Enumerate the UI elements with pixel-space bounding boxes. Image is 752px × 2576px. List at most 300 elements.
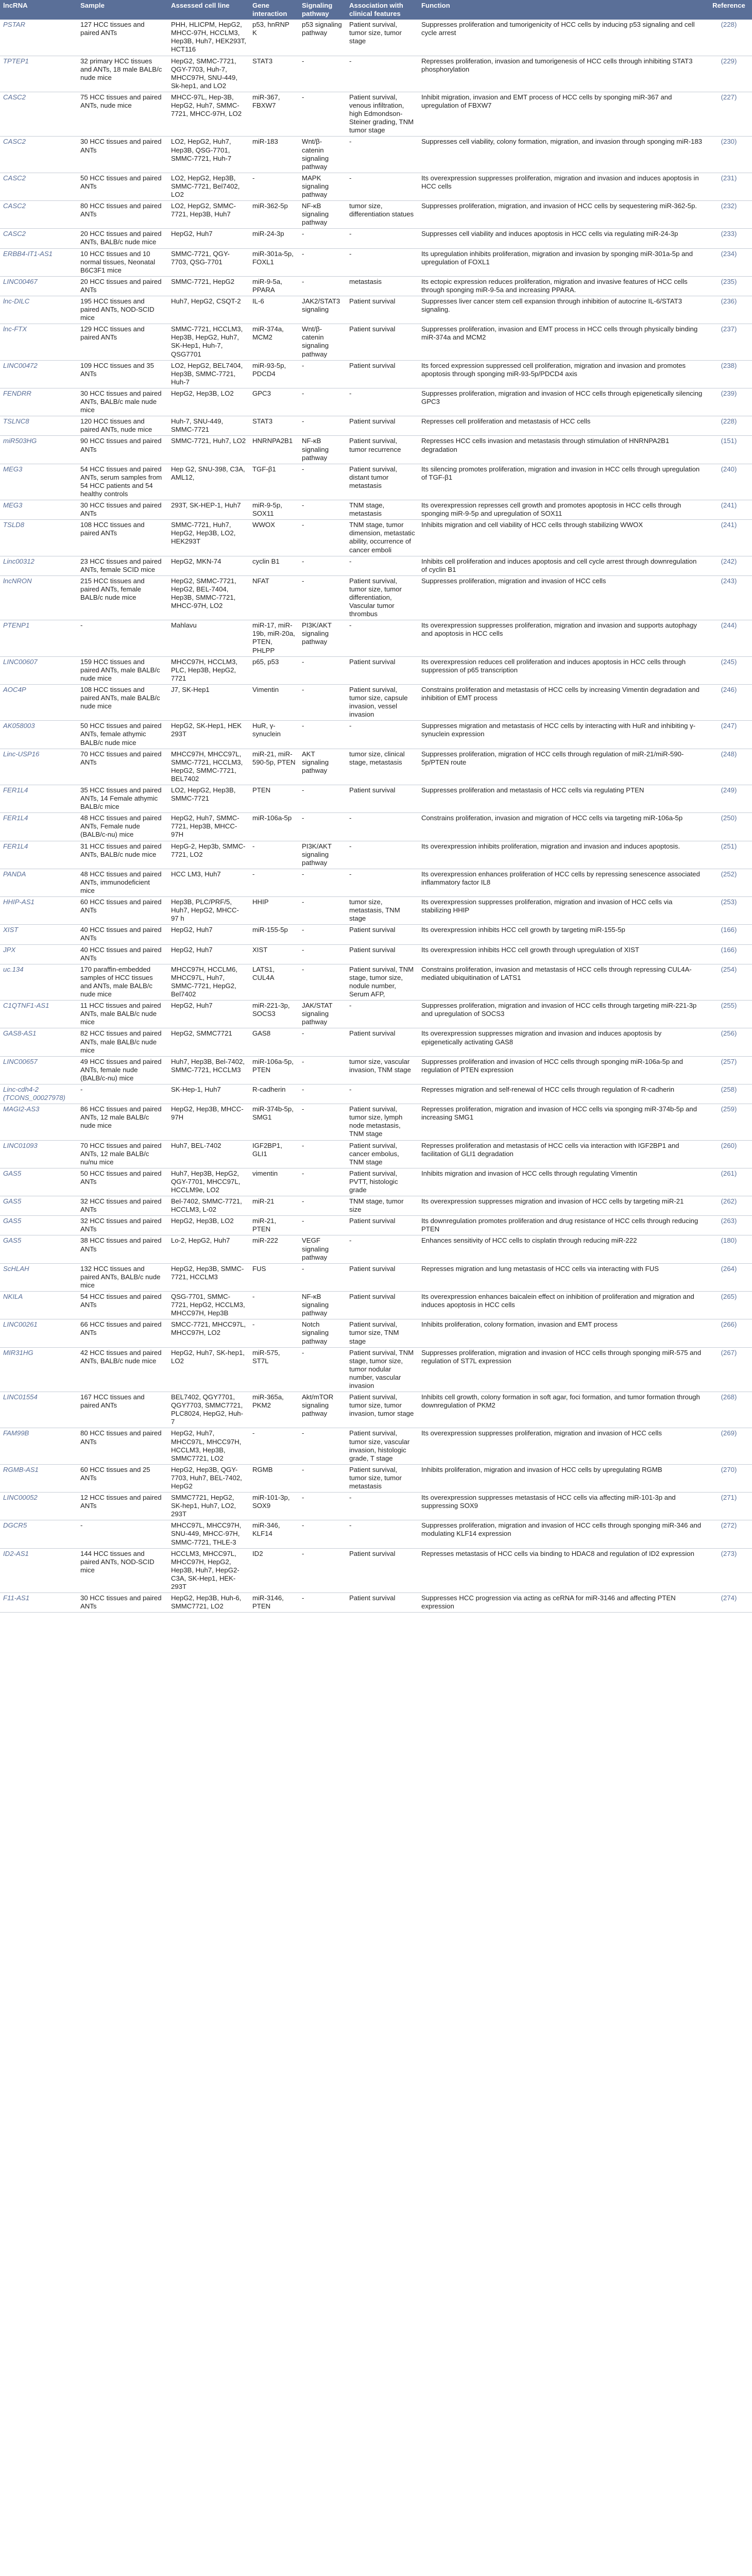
cell-signaling-pathway: - — [299, 656, 346, 684]
cell-gene-interaction: - — [249, 841, 299, 869]
cell-gene-interaction: GPC3 — [249, 388, 299, 416]
cell-sample: 70 HCC tissues and paired ANTs, 12 male BALB/c nu/nu mice — [77, 1140, 168, 1168]
cell-reference[interactable]: (264) — [706, 1263, 752, 1291]
cell-reference[interactable]: (235) — [706, 276, 752, 296]
cell-lncrna: FER1L4 — [0, 785, 77, 812]
cell-clinical-features: Patient survival — [346, 360, 418, 388]
header-lncrna: lncRNA — [0, 0, 77, 20]
header-reference: Reference — [706, 0, 752, 20]
cell-clinical-features: - — [346, 1235, 418, 1263]
cell-clinical-features: - — [346, 1520, 418, 1548]
cell-reference[interactable]: (246) — [706, 684, 752, 720]
cell-function: Its overexpression inhibits HCC cell growth by targeting miR-155-5p — [418, 925, 706, 944]
cell-signaling-pathway: - — [299, 1464, 346, 1492]
cell-cell-line: HepG-2, Hep3b, SMMC-7721, LO2 — [168, 841, 249, 869]
cell-reference[interactable]: (227) — [706, 92, 752, 136]
table-row — [0, 1104, 752, 1140]
cell-clinical-features: - — [346, 869, 418, 896]
cell-function: Suppresses proliferation, migration and invasion of HCC cells through sponging miR-346 and modulating KLF14 expression — [418, 1520, 706, 1548]
cell-sample: 12 HCC tissues and paired ANTs — [77, 1493, 168, 1520]
cell-function: Its silencing promotes proliferation, migration and invasion in HCC cells through upregulation of TGF-β1 — [418, 464, 706, 500]
table-row — [0, 137, 752, 173]
table-row — [0, 556, 752, 575]
cell-function: Represses proliferation, invasion and tumorigenesis of HCC cells through inhibiting STAT3 phosphorylation — [418, 56, 706, 92]
cell-lncrna: GAS5 — [0, 1168, 77, 1196]
cell-signaling-pathway: JAK2/STAT3 signaling — [299, 296, 346, 324]
cell-function: Its overexpression suppresses metastasis of HCC cells via affecting miR-101-3p and suppressing SOX9 — [418, 1493, 706, 1520]
cell-gene-interaction: ID2 — [249, 1548, 299, 1592]
table-row — [0, 869, 752, 896]
cell-cell-line: LO2, HepG2, BEL7404, Hep3B, SMMC-7721, Huh-7 — [168, 360, 249, 388]
cell-function: Inhibits cell growth, colony formation in soft agar, foci formation, and tumor formation through downregulation of PKM2 — [418, 1392, 706, 1428]
cell-clinical-features: Patient survival — [346, 1216, 418, 1235]
cell-sample: 82 HCC tissues and paired ANTs, male BALB/c nude mice — [77, 1028, 168, 1056]
cell-lncrna: LINC00261 — [0, 1319, 77, 1347]
cell-clinical-features: TNM stage, tumor dimension, metastatic ability, occurrence of cancer emboli — [346, 520, 418, 556]
cell-clinical-features: Patient survival — [346, 1263, 418, 1291]
cell-reference[interactable]: (258) — [706, 1084, 752, 1104]
cell-function: Suppresses proliferation, migration and invasion of HCC cells through epigenetically silencing GPC3 — [418, 388, 706, 416]
cell-signaling-pathway: - — [299, 964, 346, 1000]
cell-gene-interaction: - — [249, 1319, 299, 1347]
cell-signaling-pathway: - — [299, 1168, 346, 1196]
cell-function: Represses proliferation and metastasis of HCC cells via interaction with IGF2BP1 and facilitation of GLI1 degradation — [418, 1140, 706, 1168]
cell-gene-interaction: - — [249, 1292, 299, 1319]
cell-reference[interactable]: (272) — [706, 1520, 752, 1548]
cell-lncrna: GAS5 — [0, 1216, 77, 1235]
table-row — [0, 1028, 752, 1056]
cell-lncrna: LINC00607 — [0, 656, 77, 684]
table-row — [0, 276, 752, 296]
cell-signaling-pathway: - — [299, 1028, 346, 1056]
cell-cell-line: MHCC97H, MHCC97L, SMMC-7721, HCCLM3, HepG2, SMMC-7721, BEL7402 — [168, 749, 249, 785]
cell-function: Suppresses cell viability, colony formation, migration, and invasion through sponging miR-183 — [418, 137, 706, 173]
cell-clinical-features: - — [346, 556, 418, 575]
cell-function: Its overexpression suppresses proliferation, migration and invasion of HCC cells — [418, 1428, 706, 1464]
cell-signaling-pathway: - — [299, 416, 346, 436]
cell-signaling-pathway: - — [299, 388, 346, 416]
cell-sample: 120 HCC tissues and paired ANTs, nude mice — [77, 416, 168, 436]
cell-function: Its forced expression suppressed cell proliferation, migration and invasion and promotes apoptosis through sponging miR-93-5p/PDCD4 axis — [418, 360, 706, 388]
cell-function: Suppresses proliferation and metastasis of HCC cells via regulating PTEN — [418, 785, 706, 812]
cell-reference[interactable]: (274) — [706, 1593, 752, 1613]
cell-cell-line: HepG2, MKN-74 — [168, 556, 249, 575]
cell-lncrna: CASC2 — [0, 137, 77, 173]
cell-sample: 32 HCC tissues and paired ANTs — [77, 1196, 168, 1216]
cell-gene-interaction: HNRNPA2B1 — [249, 436, 299, 464]
cell-function: Inhibits migration and invasion of HCC cells through regulating Vimentin — [418, 1168, 706, 1196]
table-row — [0, 416, 752, 436]
cell-reference[interactable]: (256) — [706, 1028, 752, 1056]
cell-gene-interaction: miR-183 — [249, 137, 299, 173]
cell-reference[interactable]: (270) — [706, 1464, 752, 1492]
cell-signaling-pathway: - — [299, 56, 346, 92]
cell-clinical-features: Patient survival — [346, 1292, 418, 1319]
cell-sample: 129 HCC tissues and paired ANTs — [77, 324, 168, 360]
cell-clinical-features: Patient survival, TNM stage, tumor size, tumor nodular number, vascular invasion — [346, 1347, 418, 1392]
cell-cell-line: QSG-7701, SMMC-7721, HepG2, HCCLM3, MHCC97H, Hep3B — [168, 1292, 249, 1319]
cell-cell-line: MHCC97L, MHCC97H, SNU-449, MHCC-97H, SMMC-7721, THLE-3 — [168, 1520, 249, 1548]
cell-sample: 215 HCC tissues and paired ANTs, female BALB/c nude mice — [77, 575, 168, 620]
cell-reference[interactable]: (259) — [706, 1104, 752, 1140]
cell-gene-interaction: miR-222 — [249, 1235, 299, 1263]
cell-sample: - — [77, 1084, 168, 1104]
cell-reference[interactable]: (240) — [706, 464, 752, 500]
cell-function: Suppresses proliferation and tumorigenicity of HCC cells by inducing p53 signaling and cell cycle arrest — [418, 20, 706, 56]
cell-reference[interactable]: (273) — [706, 1548, 752, 1592]
cell-reference[interactable]: (262) — [706, 1196, 752, 1216]
cell-reference[interactable]: (250) — [706, 813, 752, 841]
cell-gene-interaction: miR-21, PTEN — [249, 1216, 299, 1235]
cell-gene-interaction: p53, hnRNP K — [249, 20, 299, 56]
cell-cell-line: HepG2, SMMC7721 — [168, 1028, 249, 1056]
cell-reference[interactable]: (243) — [706, 575, 752, 620]
cell-sample: 54 HCC tissues and paired ANTs — [77, 1292, 168, 1319]
cell-reference[interactable]: (248) — [706, 749, 752, 785]
cell-reference[interactable]: (239) — [706, 388, 752, 416]
cell-function: Inhibits migration and cell viability of HCC cells through stabilizing WWOX — [418, 520, 706, 556]
cell-lncrna: F11-AS1 — [0, 1593, 77, 1613]
cell-clinical-features: Patient survival, cancer embolus, TNM stage — [346, 1140, 418, 1168]
cell-lncrna: AK058003 — [0, 721, 77, 749]
cell-signaling-pathway: - — [299, 869, 346, 896]
table-row — [0, 1001, 752, 1028]
cell-sample: 86 HCC tissues and paired ANTs, 12 male BALB/c nude mice — [77, 1104, 168, 1140]
cell-cell-line: SMMC-7721, Huh7, LO2 — [168, 436, 249, 464]
cell-sample: 10 HCC tissues and 10 normal tissues, Neonatal B6C3F1 mice — [77, 248, 168, 276]
cell-cell-line: Huh7, BEL-7402 — [168, 1140, 249, 1168]
cell-gene-interaction: miR-21, miR-590-5p, PTEN — [249, 749, 299, 785]
table-row — [0, 56, 752, 92]
cell-cell-line: LO2, HepG2, Hep3B, SMMC-7721, Bel7402, LO2 — [168, 173, 249, 200]
header-row — [0, 0, 752, 20]
cell-clinical-features: Patient survival — [346, 656, 418, 684]
cell-cell-line: Lo-2, HepG2, Huh7 — [168, 1235, 249, 1263]
cell-cell-line: HepG2, Huh7 — [168, 229, 249, 248]
header-sample: Sample — [77, 0, 168, 20]
table-row — [0, 1392, 752, 1428]
cell-cell-line: SMMC-7721, HepG2 — [168, 276, 249, 296]
cell-reference[interactable]: (253) — [706, 897, 752, 925]
cell-lncrna: miR503HG — [0, 436, 77, 464]
cell-signaling-pathway: Akt/mTOR signaling pathway — [299, 1392, 346, 1428]
cell-function: Its overexpression suppresses migration and invasion of HCC cells by targeting miR-21 — [418, 1196, 706, 1216]
cell-reference[interactable]: (255) — [706, 1001, 752, 1028]
cell-clinical-features: - — [346, 620, 418, 656]
cell-signaling-pathway: - — [299, 1593, 346, 1613]
cell-sample: 20 HCC tissues and paired ANTs — [77, 276, 168, 296]
cell-reference[interactable]: (237) — [706, 324, 752, 360]
cell-sample: 50 HCC tissues and paired ANTs — [77, 173, 168, 200]
cell-reference[interactable]: (260) — [706, 1140, 752, 1168]
cell-cell-line: HepG2, Hep3B, LO2 — [168, 388, 249, 416]
table-row — [0, 296, 752, 324]
cell-gene-interaction: Vimentin — [249, 684, 299, 720]
table-row — [0, 575, 752, 620]
cell-function: Suppresses HCC progression via acting as ceRNA for miR-3146 and affecting PTEN expression — [418, 1593, 706, 1613]
cell-function: Constrains proliferation and metastasis of HCC cells by increasing Vimentin degradation and inhibition of EMT process — [418, 684, 706, 720]
table-row — [0, 464, 752, 500]
table-row — [0, 248, 752, 276]
cell-function: Enhances sensitivity of HCC cells to cisplatin through reducing miR-222 — [418, 1235, 706, 1263]
cell-function: Represses metastasis of HCC cells via binding to HDAC8 and regulation of ID2 expression — [418, 1548, 706, 1592]
cell-lncrna: Linc00312 — [0, 556, 77, 575]
cell-lncrna: CASC2 — [0, 229, 77, 248]
cell-reference[interactable]: (242) — [706, 556, 752, 575]
cell-reference[interactable]: (231) — [706, 173, 752, 200]
cell-reference[interactable]: (269) — [706, 1428, 752, 1464]
cell-cell-line: HepG2, Hep3B, MHCC-97H — [168, 1104, 249, 1140]
cell-clinical-features: Patient survival, tumor size, vascular invasion, histologic grade, T stage — [346, 1428, 418, 1464]
cell-reference[interactable]: (244) — [706, 620, 752, 656]
cell-sample: 70 HCC tissues and paired ANTs — [77, 749, 168, 785]
table-row — [0, 201, 752, 229]
cell-lncrna: MEG3 — [0, 500, 77, 520]
header-function: Function — [418, 0, 706, 20]
cell-clinical-features: Patient survival — [346, 785, 418, 812]
cell-cell-line: Huh7, Hep3B, HepG2, QGY-7701, MHCC97L, HCCLM9e, LO2 — [168, 1168, 249, 1196]
cell-gene-interaction: miR-21 — [249, 1196, 299, 1216]
cell-sample: 108 HCC tissues and paired ANTs, male BALB/c nude mice — [77, 684, 168, 720]
cell-reference[interactable]: (229) — [706, 56, 752, 92]
cell-gene-interaction: miR-3146, PTEN — [249, 1593, 299, 1613]
cell-clinical-features: Patient survival — [346, 1593, 418, 1613]
cell-function: Inhibits cell proliferation and induces apoptosis and cell cycle arrest through downregulation of cyclin B1 — [418, 556, 706, 575]
cell-gene-interaction: miR-374b-5p, SMG1 — [249, 1104, 299, 1140]
cell-reference[interactable]: (261) — [706, 1168, 752, 1196]
cell-gene-interaction: NFAT — [249, 575, 299, 620]
cell-gene-interaction: miR-221-3p, SOCS3 — [249, 1001, 299, 1028]
table-row — [0, 388, 752, 416]
cell-lncrna: PSTAR — [0, 20, 77, 56]
cell-lncrna: GAS5 — [0, 1235, 77, 1263]
cell-signaling-pathway: JAK/STAT signaling pathway — [299, 1001, 346, 1028]
table-row — [0, 1347, 752, 1392]
cell-cell-line: HepG2, Huh7, SK-hep1, LO2 — [168, 1347, 249, 1392]
cell-lncrna: FENDRR — [0, 388, 77, 416]
cell-signaling-pathway: - — [299, 813, 346, 841]
cell-sample: 49 HCC tissues and paired ANTs, female nude (BALB/c-nu) mice — [77, 1056, 168, 1084]
cell-signaling-pathway: - — [299, 897, 346, 925]
cell-lncrna: LINC01093 — [0, 1140, 77, 1168]
cell-cell-line: LO2, HepG2, Huh7, Hep3B, QSG-7701, SMMC-7721, Huh-7 — [168, 137, 249, 173]
cell-clinical-features: Patient survival — [346, 944, 418, 964]
cell-signaling-pathway: - — [299, 1263, 346, 1291]
cell-gene-interaction: STAT3 — [249, 56, 299, 92]
cell-gene-interaction: p65, p53 — [249, 656, 299, 684]
cell-signaling-pathway: - — [299, 1347, 346, 1392]
cell-clinical-features: tumor size, vascular invasion, TNM stage — [346, 1056, 418, 1084]
table-row — [0, 1140, 752, 1168]
cell-function: Its overexpression reduces cell proliferation and induces apoptosis in HCC cells through suppression of p65 transcription — [418, 656, 706, 684]
cell-cell-line: HepG2, SMMC-7721, HepG2, BEL-7404, Hep3B, SMMC-7721, MHCC-97H, LO2 — [168, 575, 249, 620]
cell-reference[interactable]: (245) — [706, 656, 752, 684]
cell-gene-interaction: miR-106a-5p — [249, 813, 299, 841]
cell-reference[interactable]: (249) — [706, 785, 752, 812]
cell-signaling-pathway: AKT signaling pathway — [299, 749, 346, 785]
cell-signaling-pathway: NF-κB signaling pathway — [299, 201, 346, 229]
cell-gene-interaction: GAS8 — [249, 1028, 299, 1056]
cell-signaling-pathway: - — [299, 360, 346, 388]
table-row — [0, 620, 752, 656]
cell-reference[interactable]: (151) — [706, 436, 752, 464]
cell-cell-line: HepG2, Huh7 — [168, 1001, 249, 1028]
cell-signaling-pathway: - — [299, 520, 346, 556]
cell-reference[interactable]: (228) — [706, 416, 752, 436]
cell-gene-interaction: cyclin B1 — [249, 556, 299, 575]
cell-lncrna: NKILA — [0, 1292, 77, 1319]
cell-gene-interaction: - — [249, 173, 299, 200]
cell-reference[interactable]: (254) — [706, 964, 752, 1000]
cell-sample: - — [77, 1520, 168, 1548]
cell-reference[interactable]: (251) — [706, 841, 752, 869]
cell-function: Represses proliferation, migration and invasion of HCC cells via sponging miR-374b-5p and increasing SMG1 — [418, 1104, 706, 1140]
cell-gene-interaction: miR-93-5p, PDCD4 — [249, 360, 299, 388]
cell-reference[interactable]: (266) — [706, 1319, 752, 1347]
cell-function: Suppresses cell viability and induces apoptosis in HCC cells via regulating miR-24-3p — [418, 229, 706, 248]
cell-reference[interactable]: (268) — [706, 1392, 752, 1428]
cell-gene-interaction: STAT3 — [249, 416, 299, 436]
table-body — [0, 20, 752, 1613]
cell-cell-line: HepG2, Hep3B, QGY-7703, Huh7, BEL-7402, HepG2 — [168, 1464, 249, 1492]
cell-cell-line: HepG2, Huh7 — [168, 944, 249, 964]
cell-lncrna: JPX — [0, 944, 77, 964]
cell-reference[interactable]: (247) — [706, 721, 752, 749]
cell-gene-interaction: - — [249, 869, 299, 896]
cell-gene-interaction: IL-6 — [249, 296, 299, 324]
cell-gene-interaction: miR-24-3p — [249, 229, 299, 248]
table-row — [0, 721, 752, 749]
cell-reference[interactable]: (228) — [706, 20, 752, 56]
cell-reference[interactable]: (257) — [706, 1056, 752, 1084]
cell-gene-interaction: TGF-β1 — [249, 464, 299, 500]
cell-signaling-pathway: - — [299, 575, 346, 620]
cell-sample: 50 HCC tissues and paired ANTs — [77, 1168, 168, 1196]
cell-signaling-pathway: MAPK signaling pathway — [299, 173, 346, 200]
cell-signaling-pathway: - — [299, 684, 346, 720]
cell-sample: 42 HCC tissues and paired ANTs, BALB/c nude mice — [77, 1347, 168, 1392]
table-row — [0, 656, 752, 684]
cell-lncrna: MAGI2-AS3 — [0, 1104, 77, 1140]
cell-reference[interactable]: (234) — [706, 248, 752, 276]
cell-reference[interactable]: (241) — [706, 520, 752, 556]
cell-cell-line: HCC LM3, Huh7 — [168, 869, 249, 896]
cell-gene-interaction: R-cadherin — [249, 1084, 299, 1104]
cell-gene-interaction: miR-17, miR-19b, miR-20a, PTEN, PHLPP — [249, 620, 299, 656]
cell-function: Its overexpression inhibits proliferation, migration and invasion and induces apoptosis. — [418, 841, 706, 869]
cell-gene-interaction: miR-155-5p — [249, 925, 299, 944]
table-row — [0, 813, 752, 841]
cell-reference[interactable]: (267) — [706, 1347, 752, 1392]
cell-lncrna: lncNRON — [0, 575, 77, 620]
cell-reference[interactable]: (263) — [706, 1216, 752, 1235]
cell-clinical-features: tumor size, differentiation statues — [346, 201, 418, 229]
cell-reference[interactable]: (180) — [706, 1235, 752, 1263]
cell-lncrna: PANDA — [0, 869, 77, 896]
cell-cell-line: Hep3B, PLC/PRF/5, Huh7, HepG2, MHCC-97 h — [168, 897, 249, 925]
cell-lncrna: MEG3 — [0, 464, 77, 500]
table-row — [0, 1168, 752, 1196]
table-row — [0, 1196, 752, 1216]
cell-cell-line: SMMC-7721, HCCLM3, Hep3B, HepG2, Huh7, SK-Hep1, Huh-7, QSG7701 — [168, 324, 249, 360]
table-row — [0, 1263, 752, 1291]
cell-signaling-pathway: - — [299, 1140, 346, 1168]
cell-clinical-features: - — [346, 388, 418, 416]
cell-cell-line: HepG2, SK-Hep1, HEK 293T — [168, 721, 249, 749]
cell-function: Its overexpression enhances proliferation of HCC cells by repressing senescence associated inflammatory factor IL8 — [418, 869, 706, 896]
cell-sample: 66 HCC tissues and paired ANTs — [77, 1319, 168, 1347]
cell-sample: 80 HCC tissues and paired ANTs — [77, 1428, 168, 1464]
table-row — [0, 500, 752, 520]
cell-sample: 132 HCC tissues and paired ANTs, BALB/c nude mice — [77, 1263, 168, 1291]
table-row — [0, 436, 752, 464]
cell-function: Its overexpression represses cell growth and promotes apoptosis in HCC cells through sponging miR-9-5p and upregulation of SOX11 — [418, 500, 706, 520]
table-row — [0, 1319, 752, 1347]
cell-function: Its overexpression suppresses migration and invasion and induces apoptosis by epigenetically activating GAS8 — [418, 1028, 706, 1056]
cell-cell-line: SMMC-7721, Huh7, HepG2, Hep3B, LO2, HEK293T — [168, 520, 249, 556]
cell-function: Represses migration and lung metastasis of HCC cells via interacting with FUS — [418, 1263, 706, 1291]
cell-signaling-pathway: NF-κB signaling pathway — [299, 436, 346, 464]
cell-signaling-pathway: VEGF signaling pathway — [299, 1235, 346, 1263]
cell-reference[interactable]: (238) — [706, 360, 752, 388]
cell-lncrna: TPTEP1 — [0, 56, 77, 92]
cell-sample: 30 HCC tissues and paired ANTs — [77, 1593, 168, 1613]
cell-signaling-pathway: - — [299, 464, 346, 500]
cell-signaling-pathway: - — [299, 944, 346, 964]
cell-signaling-pathway: - — [299, 1104, 346, 1140]
cell-lncrna: LINC01554 — [0, 1392, 77, 1428]
cell-clinical-features: - — [346, 813, 418, 841]
table-row — [0, 1428, 752, 1464]
cell-reference[interactable]: (166) — [706, 944, 752, 964]
cell-clinical-features: Patient survival, tumor size, TNM stage — [346, 1319, 418, 1347]
cell-gene-interaction: miR-362-5p — [249, 201, 299, 229]
cell-clinical-features: Patient survival, venous infiltration, high Edmondson-Steiner grading, TNM tumor stage — [346, 92, 418, 136]
cell-cell-line: HepG2, SMMC-7721, QGY-7703, Huh-7, MHCC97H, SNU-449, Sk-hep1, and LO2 — [168, 56, 249, 92]
cell-cell-line: HepG2, Huh7, SMMC-7721, Hep3B, MHCC-97H — [168, 813, 249, 841]
cell-gene-interaction: WWOX — [249, 520, 299, 556]
cell-reference[interactable]: (230) — [706, 137, 752, 173]
cell-reference[interactable]: (241) — [706, 500, 752, 520]
table-row — [0, 1216, 752, 1235]
cell-signaling-pathway: - — [299, 1493, 346, 1520]
cell-gene-interaction: PTEN — [249, 785, 299, 812]
cell-reference[interactable]: (232) — [706, 201, 752, 229]
cell-sample: 48 HCC tissues and paired ANTs, Female nude (BALB/c-nu) mice — [77, 813, 168, 841]
cell-lncrna: GAS8-AS1 — [0, 1028, 77, 1056]
cell-sample: 54 HCC tissues and paired ANTs, serum samples from 54 HCC patients and 54 healthy controls — [77, 464, 168, 500]
table-row — [0, 944, 752, 964]
cell-clinical-features: TNM stage, tumor size — [346, 1196, 418, 1216]
table-row — [0, 1548, 752, 1592]
cell-clinical-features: Patient survival, tumor size, lymph node metastasis, TNM stage — [346, 1104, 418, 1140]
cell-reference[interactable]: (233) — [706, 229, 752, 248]
cell-signaling-pathway: - — [299, 92, 346, 136]
cell-signaling-pathway: p53 signaling pathway — [299, 20, 346, 56]
cell-reference[interactable]: (265) — [706, 1292, 752, 1319]
header-signaling-pathway: Signaling pathway — [299, 0, 346, 20]
table-row — [0, 20, 752, 56]
cell-reference[interactable]: (236) — [706, 296, 752, 324]
cell-function: Its ectopic expression reduces proliferation, migration and invasive features of HCC cells through sponging miR-9-5a and increasing PPARA. — [418, 276, 706, 296]
cell-lncrna: HHIP-AS1 — [0, 897, 77, 925]
cell-reference[interactable]: (166) — [706, 925, 752, 944]
cell-reference[interactable]: (271) — [706, 1493, 752, 1520]
cell-cell-line: LO2, HepG2, SMMC-7721, Hep3B, Huh7 — [168, 201, 249, 229]
cell-cell-line: SMCC-7721, MHCC97L, MHCC97H, LO2 — [168, 1319, 249, 1347]
cell-clinical-features: - — [346, 841, 418, 869]
cell-reference[interactable]: (252) — [706, 869, 752, 896]
